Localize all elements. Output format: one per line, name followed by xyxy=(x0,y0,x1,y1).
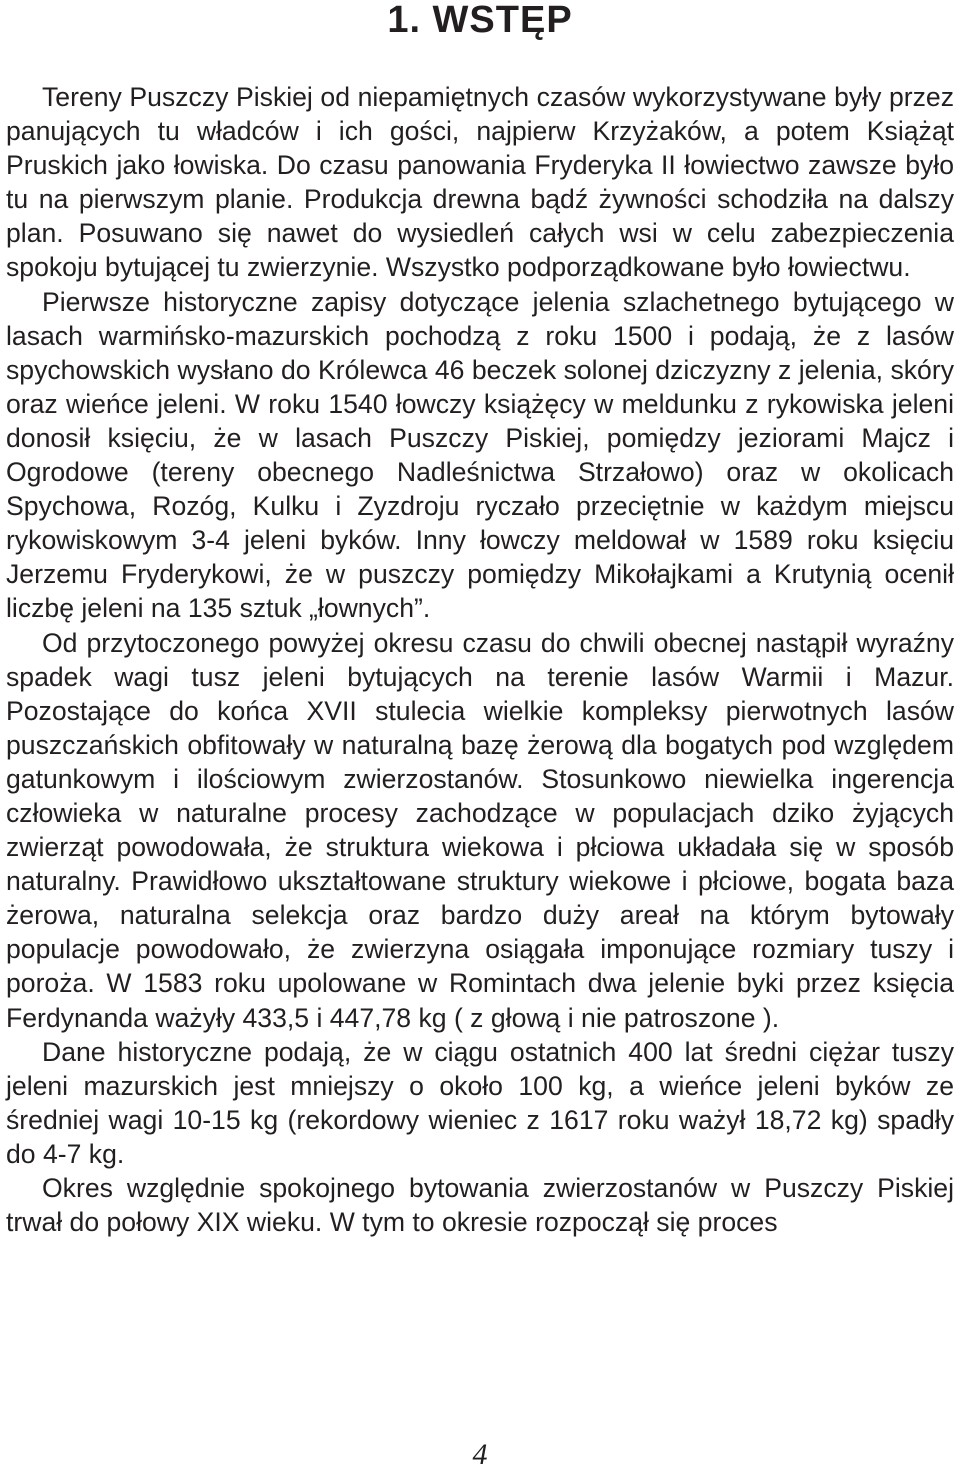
paragraph-3: Od przytoczonego powyżej okresu czasu do chwili obecnej nastąpił wyraźny spadek wagi tusz jeleni bytujących na terenie lasów Warmii i Mazur. Pozostające do końca XVII stulecia wielkie kompleksy pierwotnych lasów puszczańskich obfitowały w naturalną bazę żerową dla bogatych pod względem gatunkowym i ilościowym zwierzostanów. Stosunkowo niewielka ingerencja człowieka w naturalne procesy zachodzące w populacjach dziko żyjących zwierząt powodowała, że struktura wiekowa i płciowa układała się w sposób naturalny. Prawidłowo ukształtowane struktury wiekowe i płciowe, bogata baza żerowa, naturalna selekcja oraz bardzo duży areał na którym bytowały populacje powodowało, że zwierzyna osiągała imponujące rozmiary tuszy i poroża. W 1583 roku upolowane w Romintach dwa jelenie byki przez księcia Ferdynanda ważyły 433,5 i 447,78 kg ( z głową i nie patroszone ). xyxy=(6,627,954,1033)
paragraph-4: Dane historyczne podają, że w ciągu ostatnich 400 lat średni ciężar tuszy jeleni mazurskich jest mniejszy o około 100 kg, a wieńce jeleni byków ze średniej wagi 10-15 kg (rekordowy wieniec z 1617 roku ważył 18,72 kg) spadły do 4-7 kg. xyxy=(6,1036,954,1169)
paragraph-5: Okres względnie spokojnego bytowania zwierzostanów w Puszczy Piskiej trwał do połowy XIX wieku. W tym to okresie rozpoczął się proces xyxy=(6,1173,954,1238)
page-number: 4 xyxy=(472,1438,488,1471)
chapter-heading: 1. WSTĘP xyxy=(387,0,573,41)
paragraph-2: Pierwsze historyczne zapisy dotyczące jelenia szlachetnego bytującego w lasach warmińsko-mazurskich pochodzą z roku 1500 i podają, że z lasów spychowskich wysłano do Królewca 46 beczek solonej dziczyzny z jelenia, skóry oraz wieńce jeleni. W roku 1540 łowczy książęcy w meldunku z rykowiska jeleni donosił księciu, że w lasach Puszczy Piskiej, pomiędzy jeziorami Majcz i Ogrodowe (tereny obecnego Nadleśnictwa Strzałowo) oraz w okolicach Spychowa, Rozóg, Kulku i Zyzdroju ryczało przeciętnie w każdym miejscu rykowiskowym 3-4 jeleni byków. Inny łowczy meldował w 1589 roku księciu Jerzemu Fryderykowi, że w puszczy pomiędzy Mikołajkami a Krutynią ocenił liczbę jeleni na 135 sztuk „łownych”. xyxy=(6,286,954,624)
body-text xyxy=(6,80,954,1239)
paragraph-1: Tereny Puszczy Piskiej od niepamiętnych czasów wykorzystywane były przez panujących tu władców i ich gości, najpierw Krzyżaków, a potem Książąt Pruskich jako łowiska. Do czasu panowania Fryderyka II łowiectwo zawsze było tu na pierwszym planie. Produkcja drewna bądź żywności schodziła na dalszy plan. Posuwano się nawet do wysiedleń całych wsi w celu zabezpieczenia spokoju bytującej tu zwierzynie. Wszystko podporządkowane było łowiectwu. xyxy=(6,82,954,283)
